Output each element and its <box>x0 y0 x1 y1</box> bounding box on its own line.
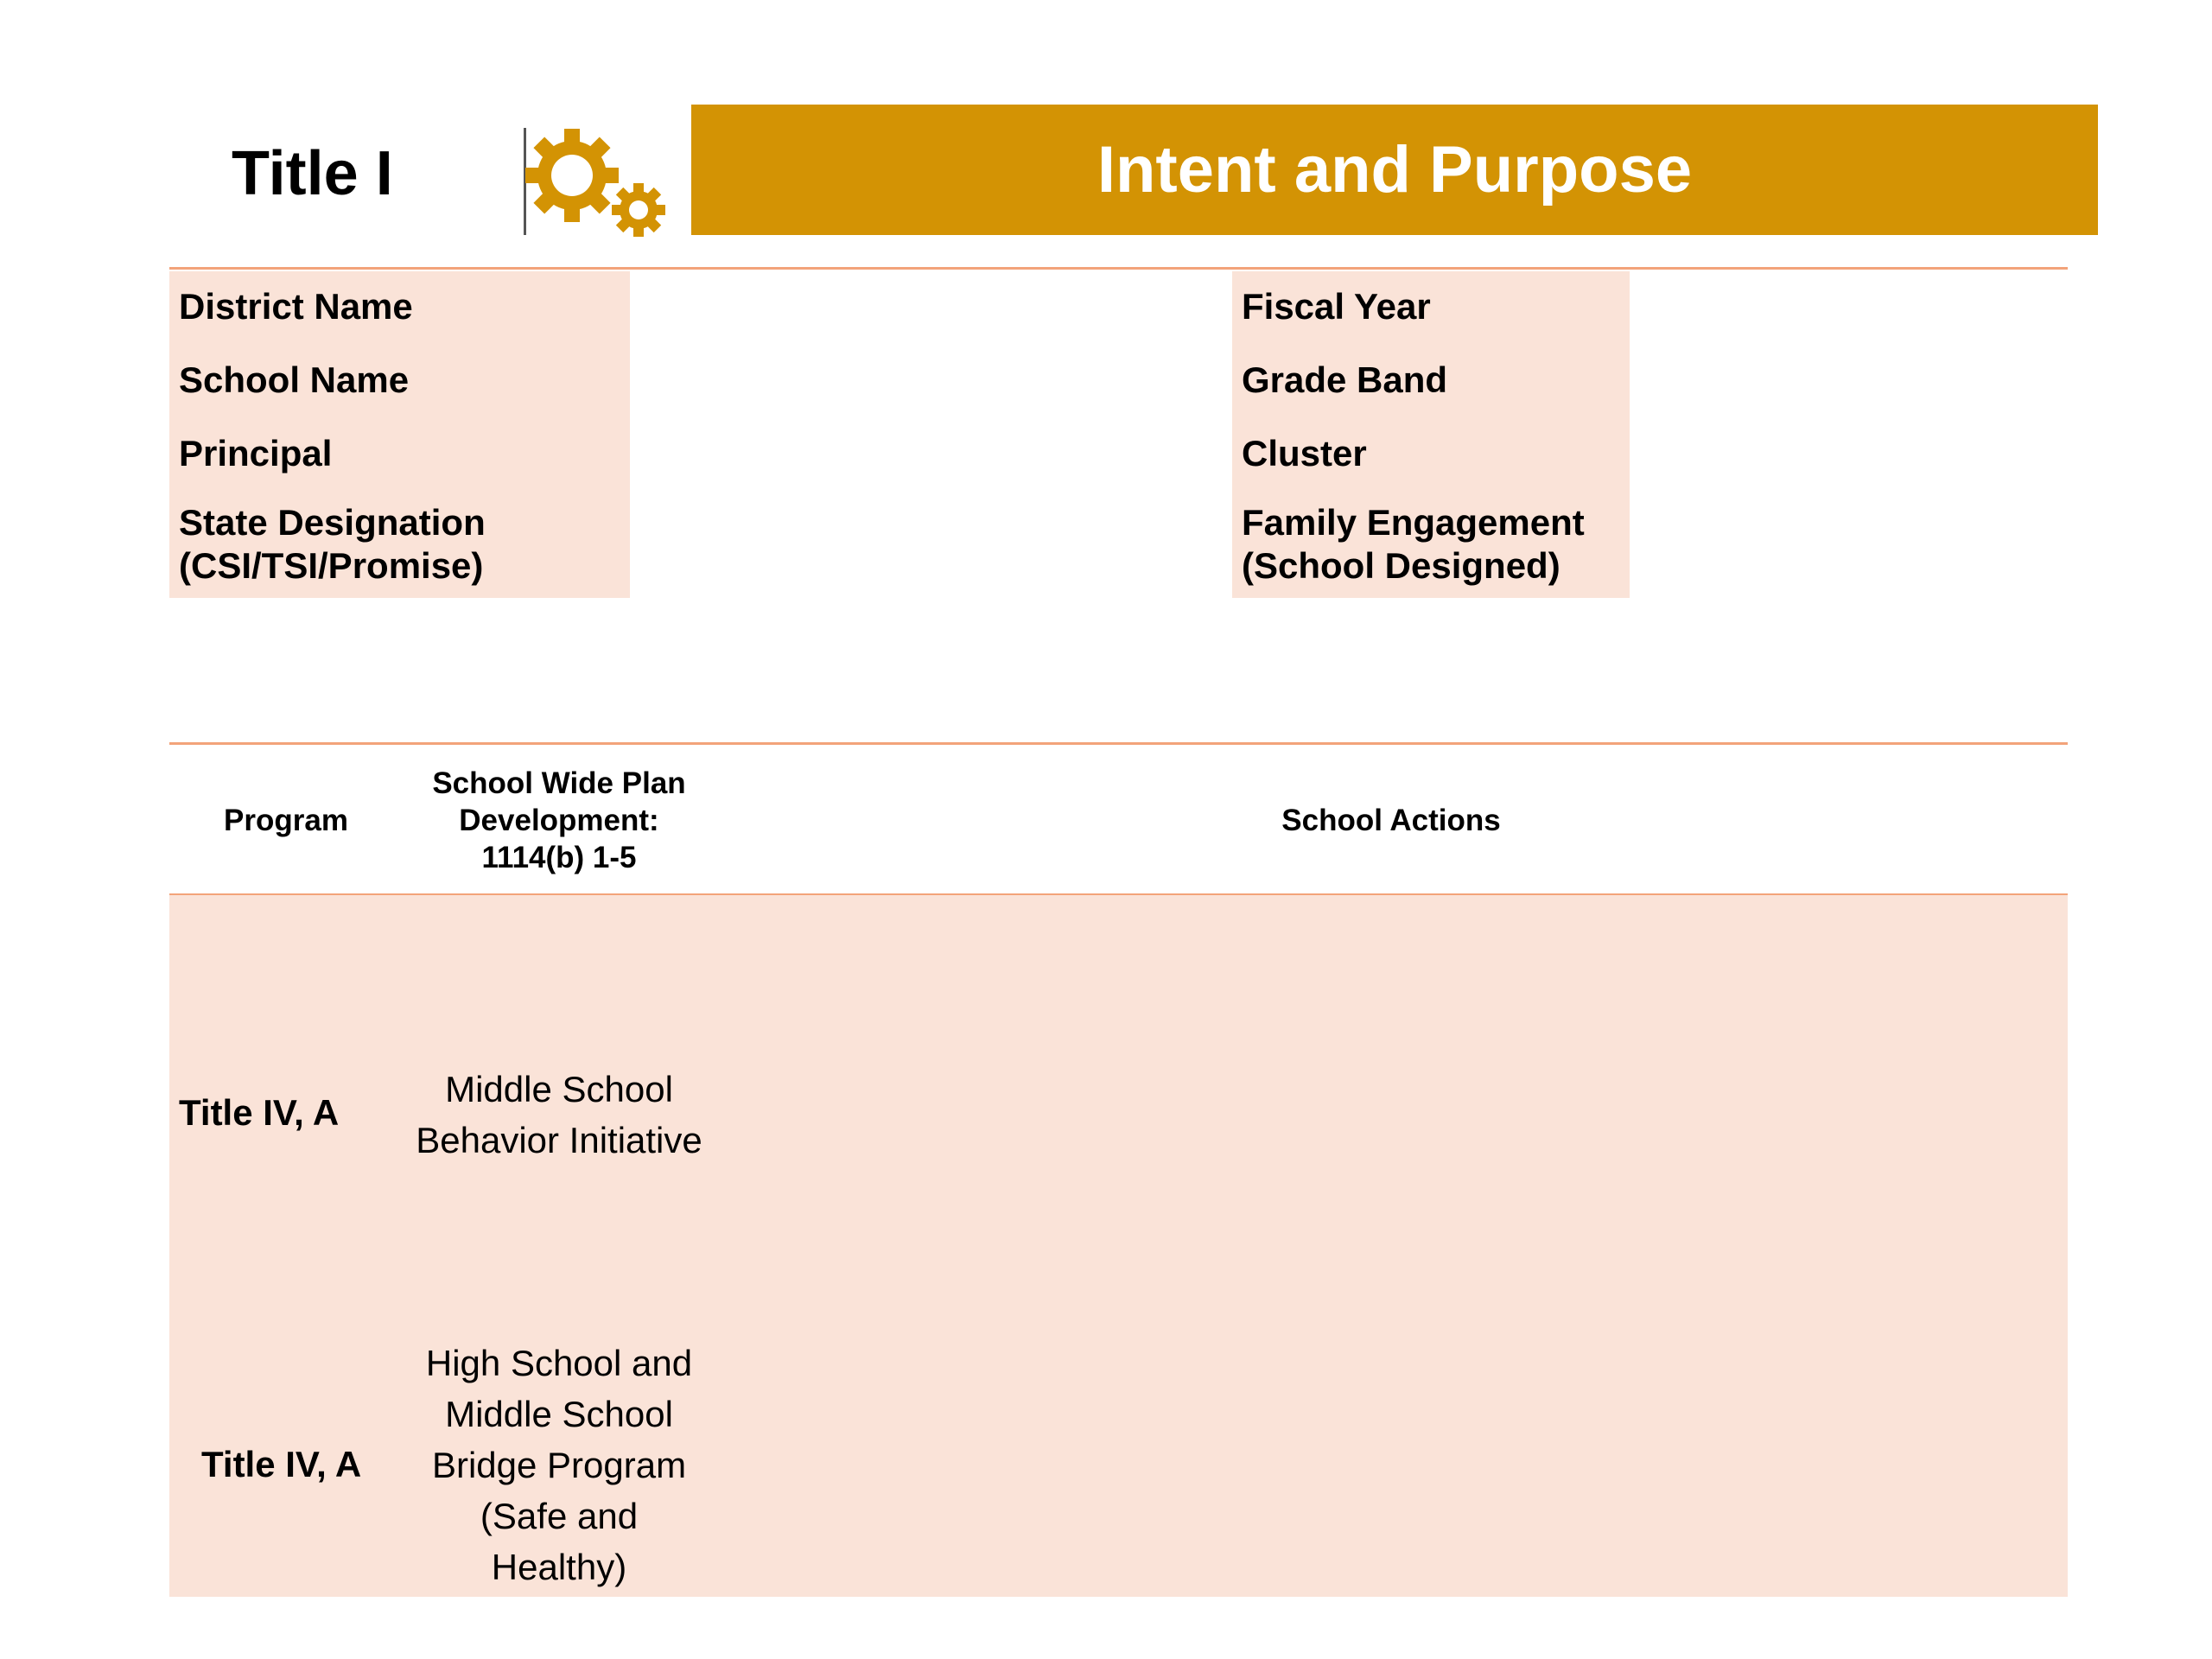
column-header-development-line2: Development: <box>459 804 659 837</box>
cluster-label: Cluster <box>1242 433 1367 474</box>
table-row-2-development-line: Bridge Program <box>431 1445 687 1485</box>
table-row-2-development <box>386 1338 732 1592</box>
table-row-2-program: Title IV, A <box>201 1444 362 1484</box>
gears-icon <box>522 121 669 242</box>
page-title: Title I <box>232 139 393 208</box>
header-divider <box>169 267 2068 270</box>
principal-label: Principal <box>179 433 333 474</box>
column-header-school-actions: School Actions <box>1281 804 1501 837</box>
table-row-1-development-line: Behavior Initiative <box>416 1120 702 1160</box>
banner-title: Intent and Purpose <box>1096 132 1693 207</box>
family-engagement-label: Family Engagement <box>1242 502 1585 543</box>
table-row-2-development-line: Healthy) <box>491 1547 627 1587</box>
state-designation-label-line2: (CSI/TSI/Promise) <box>179 545 484 586</box>
table-row-2-development-line: Middle School <box>445 1394 673 1434</box>
district-name-label: District Name <box>179 286 413 327</box>
banner <box>691 105 2098 235</box>
column-header-program: Program <box>224 804 348 837</box>
state-designation-label: State Designation <box>179 502 486 543</box>
column-header-development-line1: School Wide Plan <box>432 766 686 800</box>
grade-band-label: Grade Band <box>1242 359 1448 400</box>
table-row-1-program: Title IV, A <box>179 1092 340 1133</box>
fiscal-year-label: Fiscal Year <box>1242 286 1431 327</box>
table-row-2-development-line: (Safe and <box>480 1496 639 1536</box>
family-engagement-label-line2: (School Designed) <box>1242 545 1560 586</box>
table-top-divider <box>169 742 2068 745</box>
column-header-development-line3: 1114(b) 1-5 <box>481 841 637 874</box>
table-row-1-development-line: Middle School <box>445 1069 673 1109</box>
school-name-label: School Name <box>179 359 410 400</box>
table-row-1-development <box>386 1064 732 1166</box>
table-row-2-development-line: High School and <box>425 1343 693 1383</box>
